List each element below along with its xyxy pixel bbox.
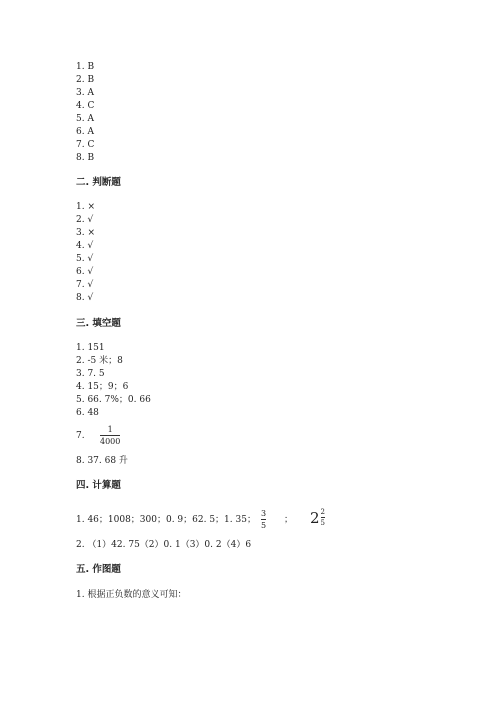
answer-line-label: 7. [76,431,85,441]
answer-line: 1. 46；1008；300；0. 9；62. 5；1. 35； [76,515,256,525]
fraction [321,508,325,527]
answer-line: 2. √ [76,215,94,225]
answer-line: 3. A [76,88,94,98]
fraction-numerator: 2 [320,508,326,516]
answer-line: 7. √ [76,280,94,290]
answer-line: 1. × [76,202,95,212]
fraction [261,509,266,530]
answer-line: 5. A [76,114,94,124]
answer-line: 7. C [76,140,95,150]
fraction-numerator: 1 [107,425,113,434]
answer-line: 4. C [76,101,95,111]
answer-line: 4. √ [76,241,94,251]
answer-line: 2. （1）42. 75（2）0. 1（3）0. 2（4）6 [76,540,252,550]
fraction-bar [321,517,325,518]
answer-line: 3. 7. 5 [76,369,105,379]
answer-line: 2. B [76,75,95,85]
fraction-numerator: 3 [261,509,267,518]
fraction [100,425,120,446]
fraction-denominator: 5 [320,519,326,527]
separator: ； [284,515,294,525]
answer-line: 8. 37. 68 升 [76,456,128,466]
answer-line: 3. × [76,228,95,238]
answer-line: 6. A [76,127,94,137]
answer-line: 8. B [76,153,95,163]
answer-line: 8. √ [76,293,94,303]
mixed-number [310,508,325,527]
answer-line: 6. √ [76,267,94,277]
fraction-bar [100,435,120,436]
answer-line: 1. 根据正负数的意义可知： [76,590,187,600]
section-heading-judgment: 二. 判断题 [76,177,121,188]
answer-line: 5. √ [76,254,94,264]
mixed-number-whole: 2 [310,508,320,527]
section-heading-drawing: 五. 作图题 [76,564,121,575]
section-heading-calculation: 四. 计算题 [76,480,121,491]
answer-line: 4. 15；9；6 [76,382,129,392]
answer-line: 6. 48 [76,408,99,418]
fraction-denominator: 4000 [100,437,121,446]
fraction-bar [261,519,266,520]
answer-line: 1. B [76,62,95,72]
answer-line: 2. -5 米；8 [76,356,123,366]
fraction-denominator: 5 [261,521,267,530]
answer-line: 5. 66. 7%；0. 66 [76,395,151,405]
section-heading-fill-blank: 三. 填空题 [76,318,121,329]
answer-line: 1. 151 [76,343,105,353]
